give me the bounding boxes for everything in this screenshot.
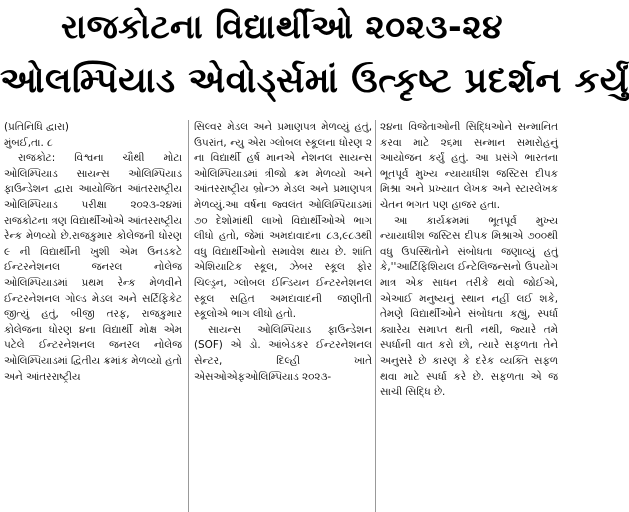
- article-column-1: [4, 120, 182, 385]
- body-paragraph: આ કાર્યક્રમમાં ભૂતપૂર્વ મુખ્ય ન્યાયાધીશ જસ્ટિસ દીપક મિશ્રાએ ૭૦૦થી વધુ ઉપસ્થિતોને સંબોધતા જણાવ્યું હતું કે,''આર્ટિફિશિયલ ઈન્ટેલિજન્સનો ઉપયોગ માત્ર એક સાધન તરીકે થવો જોઈએ, એઆઈ મનુષ્યનું સ્થાન નહીં લઈ શકે, તેમણે વિદ્યાર્થીઓને સંબોધતા કહ્યું, સ્પર્ધા ક્યારેય સમાપ્ત થતી નથી, જ્યારે તમે સ્પર્ધાની વાત કરો છો, ત્યારે સફળતા તેને અનુસરે છે કારણ કે દરેક વ્યક્તિ સફળ થવા માટે સ્પર્ધા કરે છે. સફળતા એ જ સાચી સિદ્ધિ છે.: [380, 214, 558, 399]
- column-divider: [188, 120, 189, 512]
- byline: (પ્રતિનિધિ દ્વારા): [4, 121, 69, 133]
- headline-line-2: ઓલમ્પિયાડ એવોર્ડ્સમાં ઉત્કૃષ્ટ પ્રદર્શન કર્યું: [0, 61, 629, 101]
- article-column-3: [380, 120, 558, 401]
- column-divider: [375, 120, 376, 512]
- body-paragraph: ૨૪ના વિજેતાઓની સિદ્ધિઓને સન્માનિત કરવા માટે ૨૬મા સન્માન સમારોહનું આયોજન કર્યું હતું. આ પ્રસંગે ભારતના ભૂતપૂર્વ મુખ્ય ન્યાયાધીશ જસ્ટિસ દીપક મિશ્રા અને પ્રખ્યાત લેખક અને સ્ટારલેખક ચેતન ભગત પણ હાજર હતા.: [380, 121, 558, 211]
- body-paragraph: સાયન્સ ઓલિમ્પિયાડ ફાઉન્ડેશન (SOF) એ ડો. આંબેડકર ઈન્ટરનેશનલ સેન્ટર, દિલ્હી ખાતે એસઓએફઓલિમ્પિયાડ ૨૦૨૩-: [194, 323, 372, 383]
- dateline: મુંબઈ,તા. ૮: [4, 136, 53, 149]
- headline-line-1: રાજકોટના વિદ્યાર્થીઓ ૨૦૨૩-૨૪: [60, 7, 504, 46]
- article-column-2: [194, 120, 372, 385]
- body-paragraph: સિલ્વર મેડલ અને પ્રમાણપત્ર મેળવ્યું હતું, ઉપરાંત, ન્યુ એરા ગ્લોબલ સ્કૂલના ધોરણ ૨ ના વિદ્યાર્થી હર્ષ માનએ નેશનલ સાયન્સ ઓલિમ્પિયાડમાં ત્રીજો ક્રમ મેળવ્યો અને આંતરરાષ્ટ્રીય બ્રોન્ઝ મેડલ અને પ્રમાણપત્ર મેળવ્યું.આ વર્ષના જ્વલંત ઓલિમ્પિયાડમાં ૭૦ દેશોમાંથી લાખો વિદ્યાર્થીઓએ ભાગ લીધો હતો, જેમાં અમદાવાદના ૮૩,૯૮૩થી વધુ વિદ્યાર્થીઓનો સમાવેશ થાય છે. શાંતિ એશિયાટિક સ્કૂલ, ઝેબર સ્કૂલ ફોર ચિલ્ડ્રન, ગ્લોબલ ઈન્ડિયન ઈન્ટરનેશનલ સ્કૂલ સહિત અમદાવાદની જાણીતી સ્કૂલોએ ભાગ લીધો હતો.: [194, 121, 372, 321]
- body-paragraph: રાજકોટ: વિશ્વના ચૌથી મોટા ઓલિમ્પિયાડ સાયન્સ ઓલિમ્પિયાડ ફાઉન્ડેશન દ્વારા આયોજિત આંતરરાષ્ટ્રીય ઓલિમ્પિયાડ પરીક્ષા ૨૦૨૩-૨૪માં રાજકોટના ત્રણ વિદ્યાર્થીઓએ આંતરરાષ્ટ્રીય રેન્ક મેળવ્યો છે.રાજકુમાર કોલેજની ધોરણ ૯ ની વિદ્યાર્થીની ખુશી એમ ઉનડકટે ઈન્ટરનેશનલ જનરલ નોલેજ ઓલિમ્પિયાડમાં પ્રથમ રેન્ક મેળવીને ઈન્ટરનેશનલ ગોલ્ડ મેડલ અને સર્ટિફિકેટ જીત્યું હતું, બીજી તરફ, રાજકુમાર કોલેજના ધોરણ ૪ના વિદ્યાર્થી મોક્ષ એમ પટેલે ઈન્ટરનેશનલ જનરલ નોલેજ ઓલિમ્પિયાડમાં દ્વિતીય ક્રમાંક મેળવ્યો હતો અને આંતરરાષ્ટ્રીય: [4, 152, 182, 383]
